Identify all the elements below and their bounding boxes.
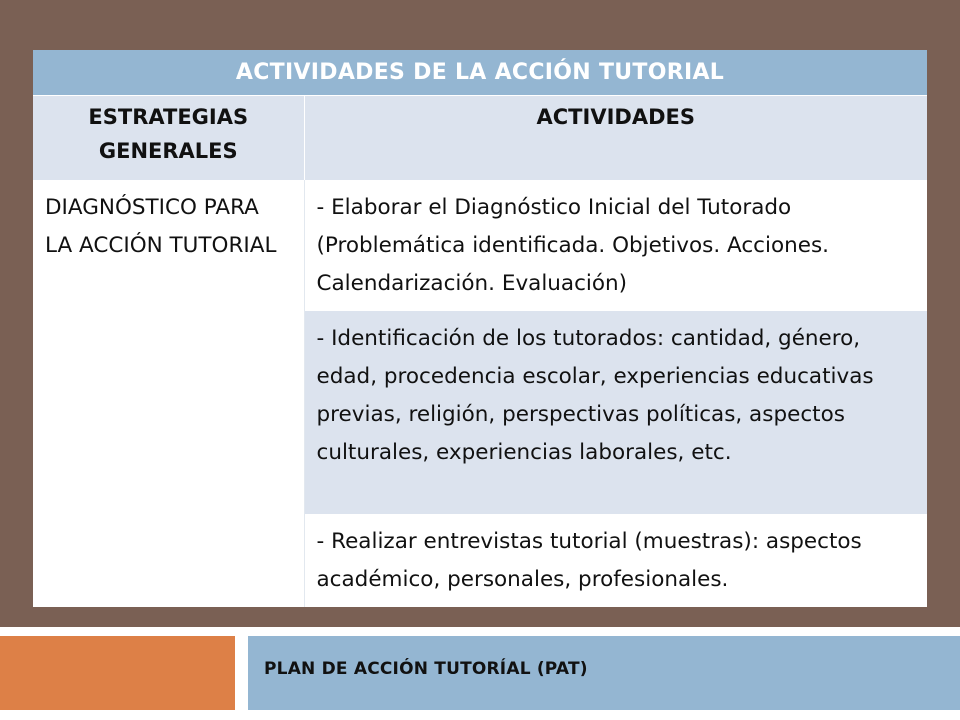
table-row — [33, 180, 927, 311]
activities-table-container — [33, 50, 927, 595]
activity-cell-3: - Realizar entrevistas tutorial (muestras): aspectos académico, personales, profesionales. — [304, 514, 927, 607]
footer-accent-orange — [0, 636, 235, 710]
activities-table — [33, 50, 927, 607]
header-strategies: ESTRATEGIAS GENERALES — [33, 96, 304, 180]
strategy-cell: DIAGNÓSTICO PARA LA ACCIÓN TUTORIAL — [33, 180, 304, 607]
activity-cell-1: - Elaborar el Diagnóstico Inicial del Tutorado (Problemática identificada. Objetivos. Acciones. Calendarización. Evaluación) — [304, 180, 927, 311]
table-header-row — [33, 96, 927, 180]
table-title-row — [33, 50, 927, 96]
table-title: ACTIVIDADES DE LA ACCIÓN TUTORIAL — [33, 50, 927, 96]
footer-title: PLAN DE ACCIÓN TUTORÍAL (PAT) — [264, 659, 588, 679]
activity-cell-2: - Identificación de los tutorados: cantidad, género, edad, procedencia escolar, experiencias educativas previas, religión, perspectivas políticas, aspectos culturales, experiencias laborales, etc. — [304, 311, 927, 514]
header-activities: ACTIVIDADES — [304, 96, 927, 180]
